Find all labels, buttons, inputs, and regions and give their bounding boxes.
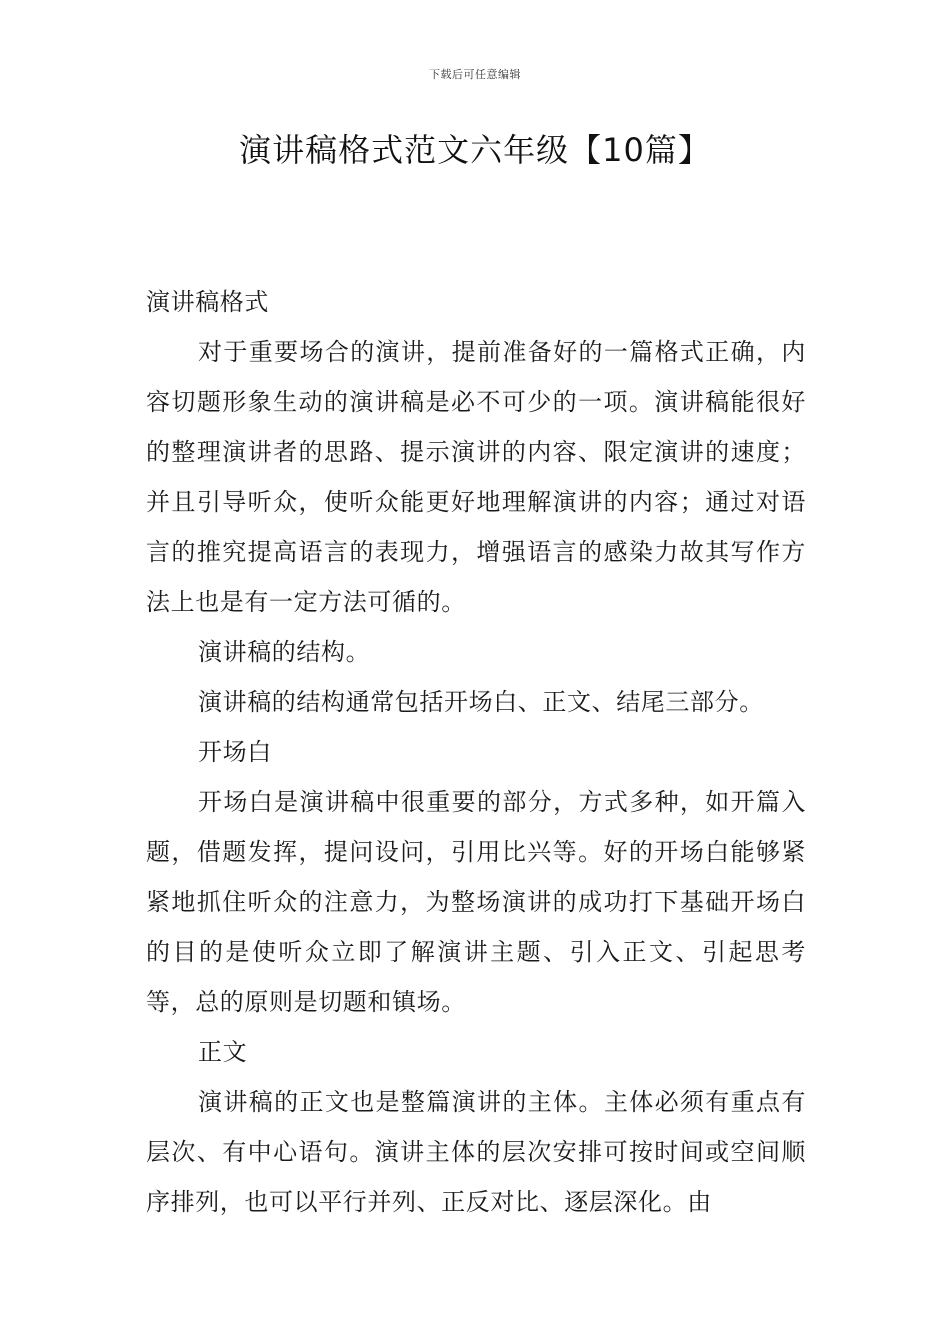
- paragraph: 开场白: [198, 738, 272, 766]
- paragraph: 正文: [198, 1038, 248, 1066]
- document-body: [146, 277, 806, 1227]
- paragraph: 演讲稿的正文也是整篇演讲的主体。主体必须有重点有层次、有中心语句。演讲主体的层次安排可按时间或空间顺序排列，也可以平行并列、正反对比、逐层深化。由: [146, 1088, 806, 1216]
- header-note: 下载后可任意编辑: [429, 68, 521, 81]
- paragraph: 开场白是演讲稿中很重要的部分，方式多种，如开篇入题，借题发挥，提问设问，引用比兴等。好的开场白能够紧紧地抓住听众的注意力，为整场演讲的成功打下基础开场白的目的是使听众立即了解演讲主题、引入正文、引起思考等，总的原则是切题和镇场。: [146, 788, 806, 1016]
- paragraph: 演讲稿的结构。: [198, 638, 371, 666]
- paragraph: 演讲稿的结构通常包括开场白、正文、结尾三部分。: [198, 688, 764, 716]
- document-title: 演讲稿格式范文六年级【10篇】: [239, 131, 711, 169]
- section-heading: 演讲稿格式: [146, 288, 269, 316]
- paragraph: 对于重要场合的演讲，提前准备好的一篇格式正确，内容切题形象生动的演讲稿是必不可少的一项。演讲稿能很好的整理演讲者的思路、提示演讲的内容、限定演讲的速度；并且引导听众，使听众能更好地理解演讲的内容；通过对语言的推究提高语言的表现力，增强语言的感染力故其写作方法上也是有一定方法可循的。: [146, 338, 806, 616]
